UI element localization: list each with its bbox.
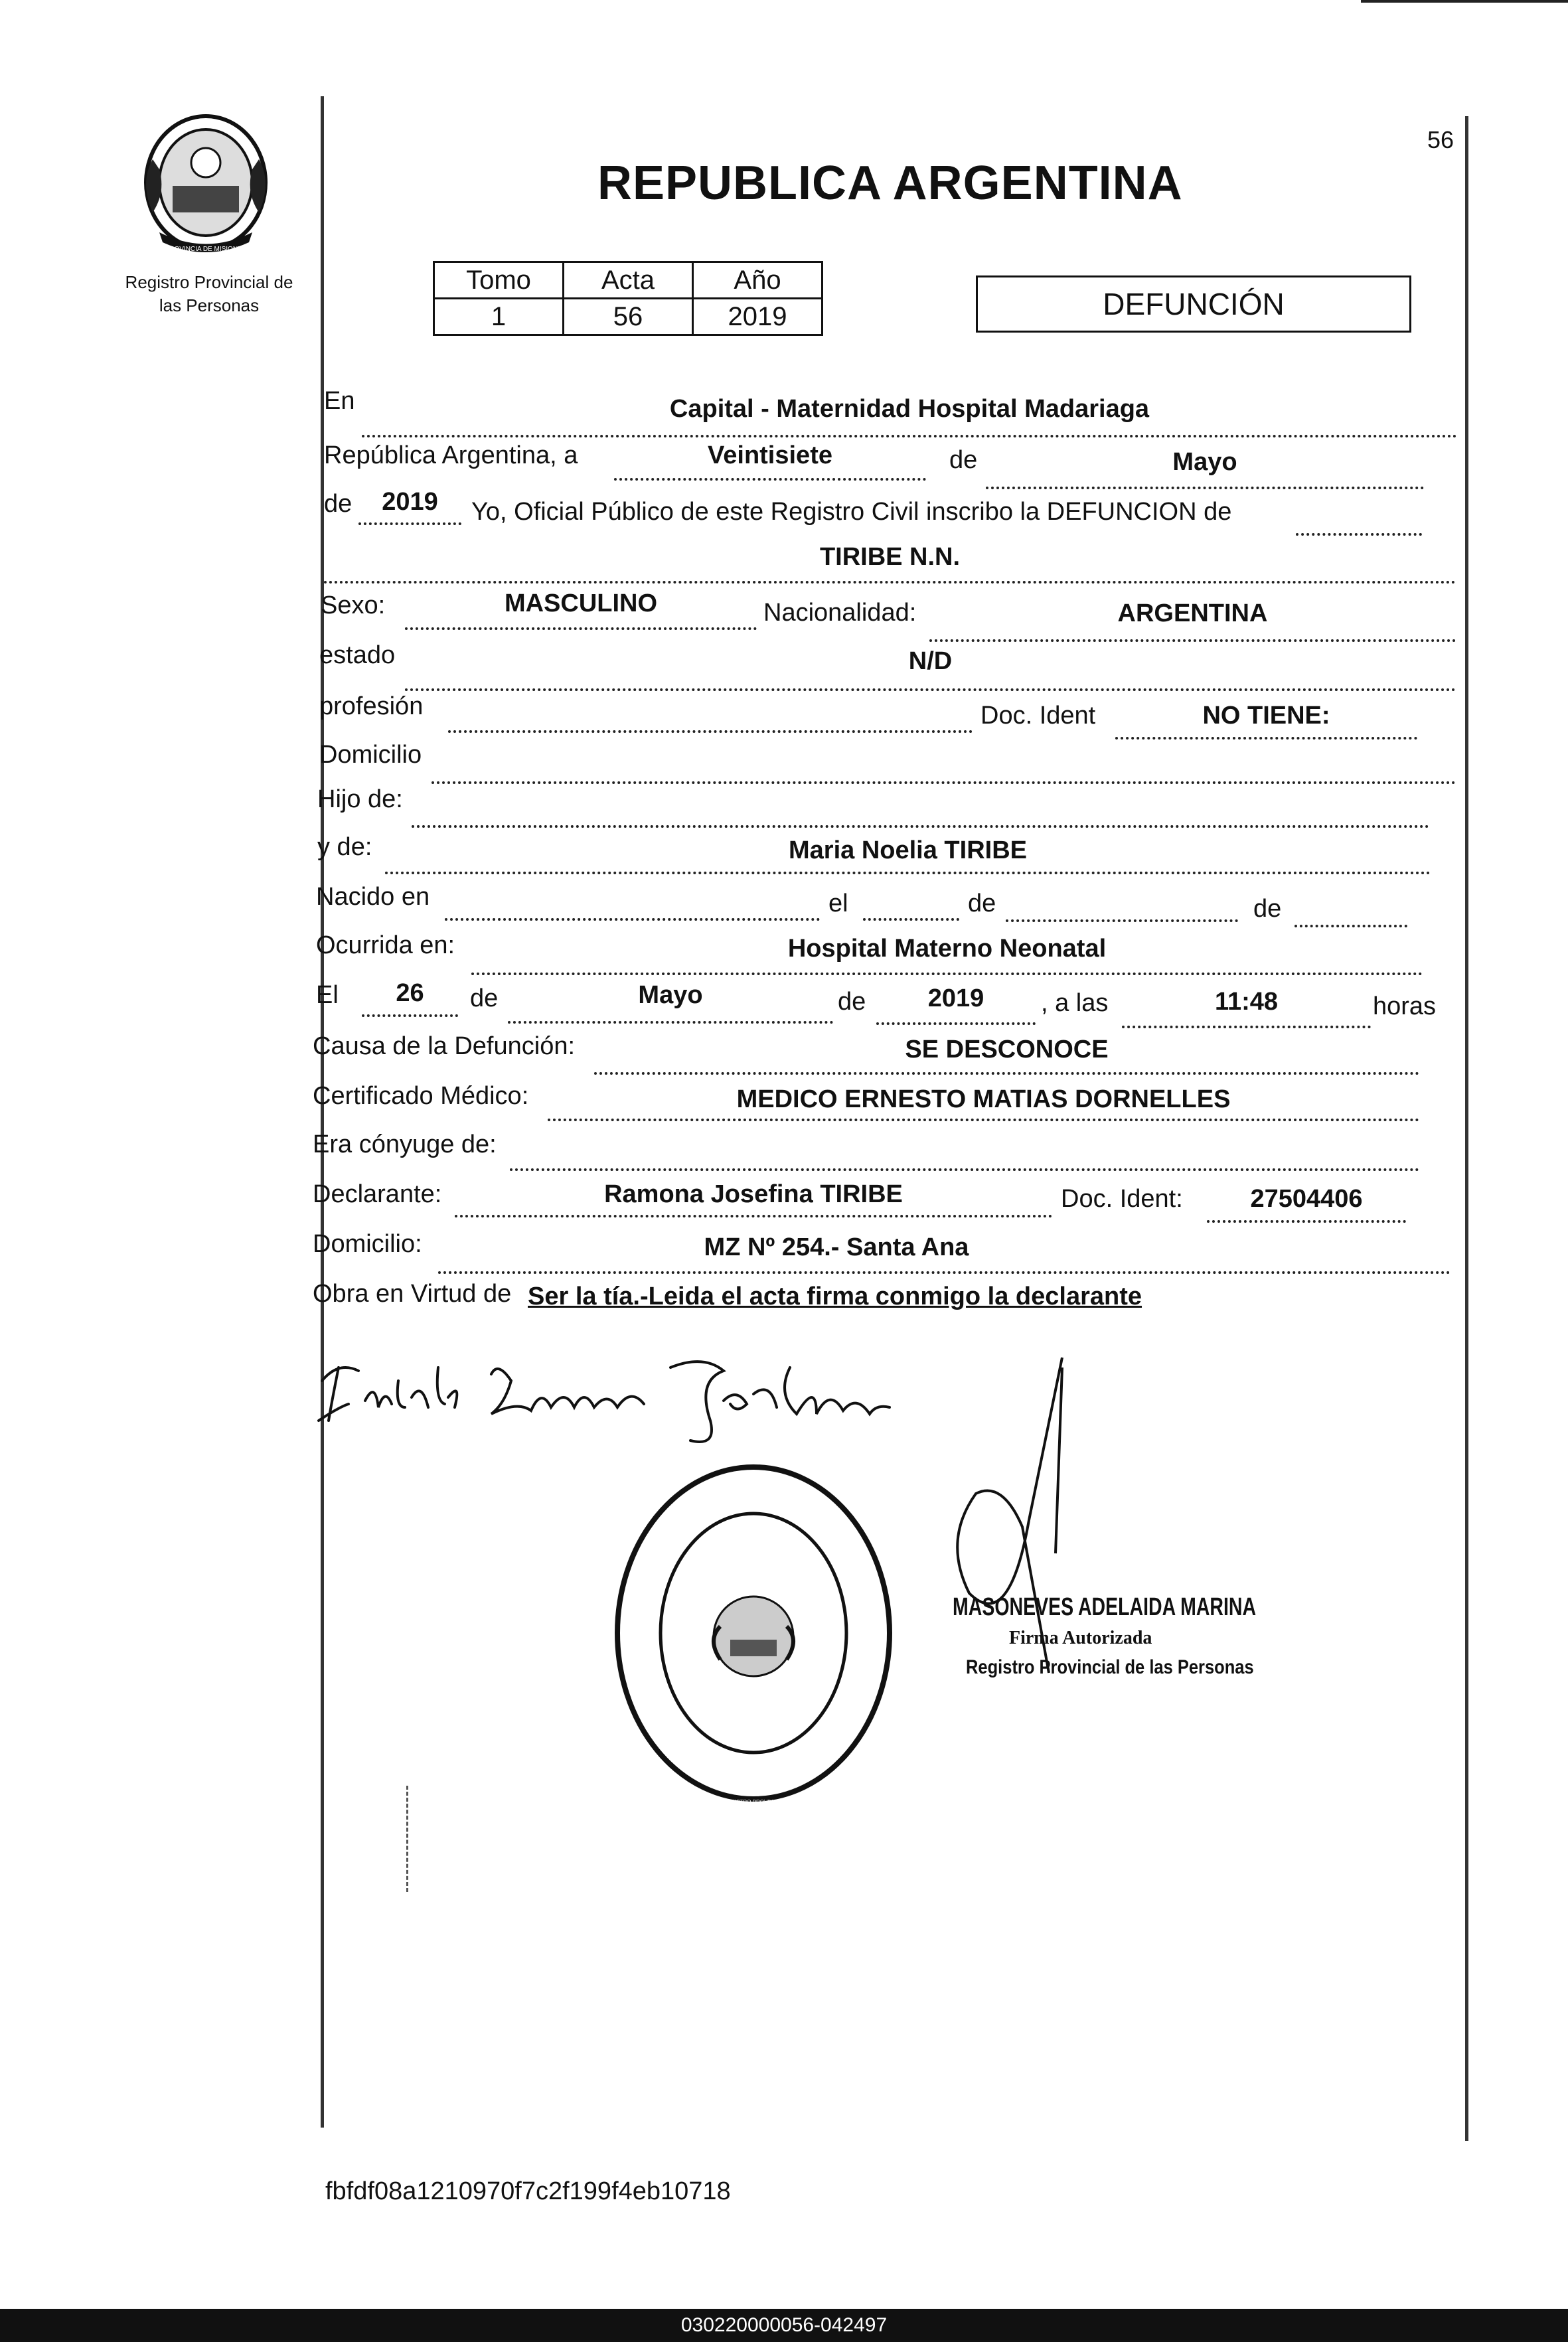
en-line: [362, 435, 1457, 437]
estado-value: N/D: [908, 647, 953, 675]
month-value: Mayo: [1172, 448, 1237, 476]
inscribo-tail-line: [1296, 533, 1422, 536]
table-header-acta: Acta: [564, 262, 693, 299]
de1-label: de: [949, 446, 978, 474]
declarante-value: Ramona Josefina TIRIBE: [604, 1180, 903, 1208]
death-day-line: [362, 1014, 458, 1017]
hijo-label: Hijo de:: [317, 785, 403, 813]
death-month-line: [508, 1021, 833, 1024]
hijo-line: [412, 825, 1429, 828]
deceased-name: TIRIBE N.N.: [819, 543, 961, 571]
doc-ident-label: Doc. Ident: [980, 702, 1096, 730]
official-org: Registro Provincial de las Personas: [966, 1656, 1254, 1678]
doc-ident-value: NO TIENE:: [1202, 702, 1330, 730]
doc-ident-line: [1115, 737, 1417, 740]
yde-line: [385, 872, 1431, 874]
day-line: [614, 478, 926, 481]
page-title: REPUBLICA ARGENTINA: [597, 157, 1183, 210]
ocurrida-line: [471, 973, 1423, 975]
official-role: Firma Autorizada: [1009, 1628, 1152, 1648]
de-a-label: de: [968, 890, 996, 917]
table-value-acta: 56: [564, 299, 693, 335]
nacionalidad-value: ARGENTINA: [1117, 599, 1268, 627]
official-stamp: [607, 1460, 900, 1806]
alas-label: , a las: [1041, 989, 1109, 1017]
conyuge-label: Era cónyuge de:: [313, 1131, 497, 1158]
yde-label: y de:: [317, 833, 372, 861]
domicilio-label: Domicilio: [319, 741, 422, 769]
domicilio2-label: Domicilio:: [313, 1230, 422, 1258]
certificado-line: [548, 1119, 1419, 1121]
death-year-line: [876, 1022, 1036, 1025]
declarante-label: Declarante:: [313, 1180, 442, 1208]
official-name: MASONEVES ADELAIDA MARINA: [953, 1593, 1257, 1621]
day-value: Veintisiete: [708, 441, 832, 469]
scan-mark: [406, 1786, 410, 1892]
de-a-line: [1006, 919, 1238, 922]
domicilio2-line: [438, 1271, 1450, 1274]
nacionalidad-label: Nacionalidad:: [763, 599, 917, 627]
domicilio-line: [431, 781, 1456, 784]
record-table: [433, 261, 823, 336]
doc-ident2-label: Doc. Ident:: [1061, 1185, 1183, 1213]
record-type-box: DEFUNCIÓN: [976, 275, 1411, 333]
certificado-label: Certificado Médico:: [313, 1082, 529, 1110]
corner-rule: [1361, 0, 1568, 3]
stamp-outer-text: DIRECC. GRAL. DEL REGISTRO PROVINCIAL DE LAS PERSONAS: [670, 1799, 836, 1805]
barcode-text: 030220000056-042497: [680, 2314, 888, 2336]
month-line: [986, 487, 1424, 489]
profesion-label: profesión: [319, 692, 424, 720]
sexo-value: MASCULINO: [504, 589, 658, 617]
causa-value: SE DESCONOCE: [905, 1036, 1109, 1063]
doc-ident2-value: 27504406: [1250, 1185, 1363, 1213]
de2-label: de: [324, 490, 353, 518]
certificado-value: MEDICO ERNESTO MATIAS DORNELLES: [736, 1085, 1231, 1113]
el-line: [863, 918, 959, 921]
de-b-line: [1294, 925, 1407, 927]
barcode-bar: [0, 2309, 1568, 2342]
sexo-label: Sexo:: [321, 591, 386, 619]
estado-line: [405, 688, 1456, 691]
yde-value: Maria Noelia TIRIBE: [789, 836, 1027, 864]
table-header-tomo: Tomo: [434, 262, 564, 299]
deceased-line: [324, 581, 1456, 584]
sexo-line: [405, 627, 757, 630]
doc-ident2-line: [1207, 1220, 1406, 1223]
de4-label: de: [838, 988, 866, 1016]
seal-text: PROVINCIA DE MISIONES: [165, 246, 247, 253]
document-hash: fbfdf08a1210970f7c2f199f4eb10718: [325, 2177, 731, 2205]
nacido-label: Nacido en: [316, 883, 430, 911]
right-margin-line: [1465, 116, 1468, 2141]
death-day: 26: [396, 979, 424, 1007]
death-time: 11:48: [1214, 988, 1279, 1016]
stamp-inner-text: MINISTERIO DE GOBIERNO: [718, 1807, 789, 1813]
de3-label: de: [470, 984, 499, 1012]
en-label: En: [324, 387, 355, 415]
registry-name-line2: las Personas: [159, 295, 260, 315]
el-label: el: [828, 890, 848, 917]
en-value: Capital - Maternidad Hospital Madariaga: [669, 395, 1150, 423]
de-b-label: de: [1253, 895, 1282, 923]
page-number: 56: [1427, 126, 1454, 153]
year-value: 2019: [382, 488, 438, 516]
estado-label: estado: [319, 641, 396, 669]
conyuge-line: [510, 1168, 1419, 1171]
misiones-seal-logo: [133, 106, 279, 259]
death-month: Mayo: [638, 981, 703, 1009]
nacionalidad-line: [929, 639, 1456, 642]
registry-name-line1: Registro Provincial de: [125, 272, 293, 292]
death-time-line: [1122, 1026, 1371, 1028]
republica-label: República Argentina, a: [324, 441, 578, 469]
domicilio2-value: MZ Nº 254.- Santa Ana: [704, 1233, 969, 1261]
declarant-signature: [312, 1341, 943, 1454]
horas-label: horas: [1373, 992, 1437, 1020]
profesion-line: [448, 730, 973, 733]
table-header-ano: Año: [693, 262, 823, 299]
nacido-line: [445, 918, 820, 921]
ocurrida-value: Hospital Materno Neonatal: [787, 935, 1107, 963]
causa-label: Causa de la Defunción:: [313, 1032, 576, 1060]
obra-value: Ser la tía.-Leida el acta firma conmigo la declarante: [528, 1283, 1142, 1310]
inscribo-text: Yo, Oficial Público de este Registro Civil inscribo la DEFUNCION de: [471, 498, 1232, 526]
el2-label: El: [316, 981, 339, 1009]
table-value-tomo: 1: [434, 299, 564, 335]
ocurrida-label: Ocurrida en:: [316, 931, 455, 959]
death-year: 2019: [927, 984, 984, 1012]
causa-line: [594, 1072, 1419, 1075]
year-line: [358, 522, 461, 525]
obra-label: Obra en Virtud de: [313, 1280, 512, 1308]
declarante-line: [455, 1215, 1052, 1217]
table-value-ano: 2019: [693, 299, 823, 335]
